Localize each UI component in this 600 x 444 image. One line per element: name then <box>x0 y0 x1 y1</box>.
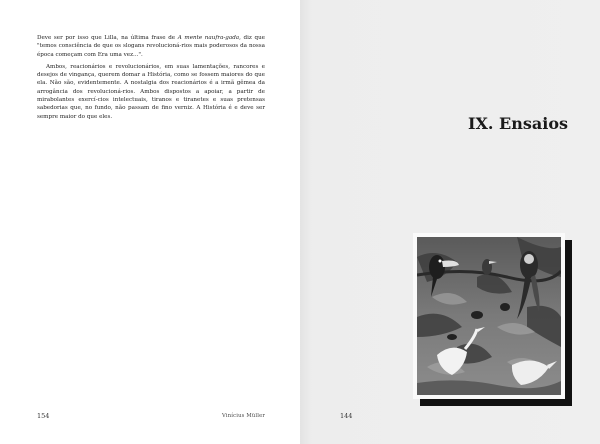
illustration-frame <box>413 233 565 399</box>
running-head-author: Vinícius Müller <box>222 413 266 419</box>
paragraph-1: Deve ser por isso que Lilla, na última frase de A mente naufra-gada, diz que "temos consciência de que os slogans revolucioná-rios mais poderosos da nossa época começam com Era uma vez...". <box>37 35 265 58</box>
right-page <box>300 0 600 444</box>
page-number-left: 154 <box>37 412 50 420</box>
page-number-right: 144 <box>340 412 353 420</box>
parrots-illustration <box>417 237 561 395</box>
paragraph-2: Ambos, reacionários e revolucionários, em suas lamentações, rancores e desejos de vingança, querem domar a História, como se fossem maiores do que ela. Não são, evidentemente. A nostalgia dos reacionários é a irmã gêmea da arrogância dos revolucioná-rios. Ambos dispostos a apoiar, a partir de mirabolantes exercí-cios intelectuais, tiranos e tiranetes e suas pretensas sabedorias que, no fundo, não passam de fino verniz. A História é e deve ser sempre maior do que eles. <box>37 63 265 120</box>
body-text <box>37 34 265 125</box>
chapter-title: IX. Ensaios <box>468 114 568 133</box>
